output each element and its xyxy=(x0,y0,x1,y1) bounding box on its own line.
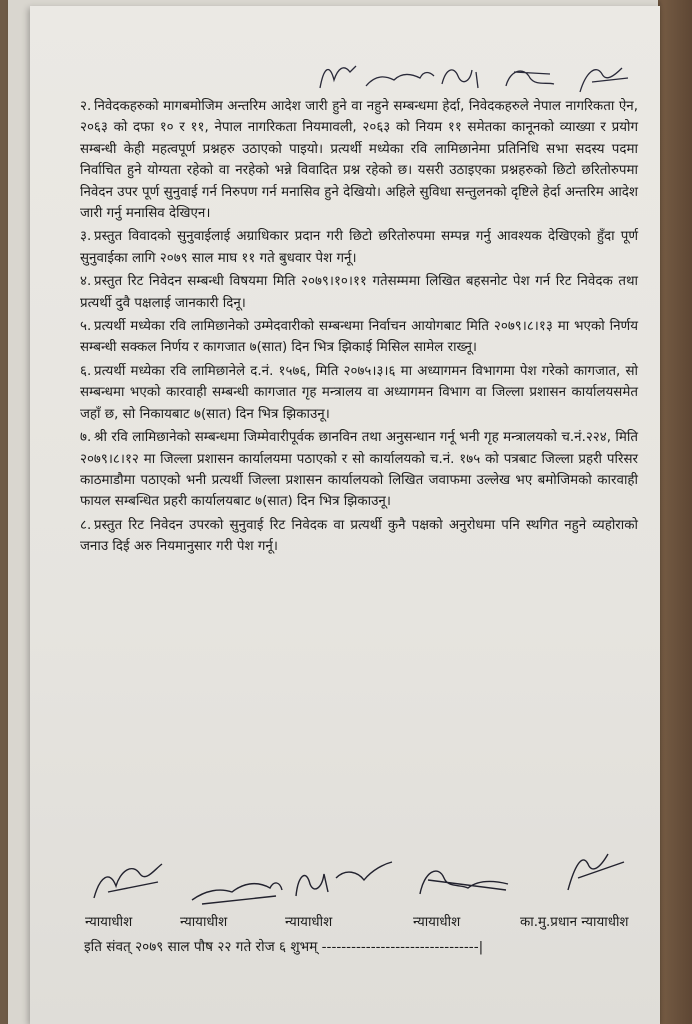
paragraph-number: २. xyxy=(80,99,92,114)
justice-title-3: न्यायाधीश xyxy=(285,915,333,930)
paragraph-number: ८. xyxy=(80,517,92,533)
paragraph-number: ६. xyxy=(80,363,92,379)
paragraph-number: ३. xyxy=(80,229,92,245)
order-paragraph-4 xyxy=(80,271,638,314)
closing-line: इति संवत् २०७९ साल पौष २२ गते रोज ६ शुभम् --------------------------------| xyxy=(84,939,484,955)
paragraph-text: प्रस्तुत रिट निवेदन उपरको सुनुवाई रिट निवेदक वा प्रत्यर्थी कुनै पक्षको अनुरोधमा पनि स्थगित नहुने व्यहोराको जनाउ दिई अरु नियमानुसार गरी पेश गर्नू। xyxy=(80,517,638,555)
paragraph-number: ४. xyxy=(80,274,92,290)
order-body xyxy=(80,96,638,558)
order-paragraph-8 xyxy=(80,515,638,558)
justice-signature-3 xyxy=(288,848,398,904)
paragraph-text: प्रस्तुत रिट निवेदन सम्बन्धी विषयमा मिति २०७९।१०।११ गतेसम्ममा लिखित बहसनोट पेश गर्न रिट निवेदक तथा प्रत्यर्थी दुवै पक्षलाई जानकारी दिनू। xyxy=(80,274,638,311)
justice-signature-1 xyxy=(88,852,178,908)
order-paragraph-3 xyxy=(80,226,638,269)
paragraph-number: ५. xyxy=(80,319,92,335)
signature-titles xyxy=(85,912,660,934)
justice-signature-4 xyxy=(410,850,520,904)
justice-title-4: न्यायाधीश xyxy=(413,915,461,930)
chief-justice-signature xyxy=(560,838,630,898)
paragraph-number: ७. xyxy=(80,430,92,446)
order-paragraph-7 xyxy=(80,427,638,513)
justice-title-2: न्यायाधीश xyxy=(180,915,228,930)
paragraph-text: प्रस्तुत विवादको सुनुवाईलाई अग्राधिकार प्रदान गरी छिटो छरितोरुपमा सम्पन्न गर्नु आवश्यक देखिएको हुँदा पूर्ण सुनुवाईका लागि २०७९ साल माघ ११ गते बुधवार पेश गर्नू। xyxy=(80,229,638,266)
order-paragraph-2 xyxy=(80,96,638,224)
order-paragraph-6 xyxy=(80,361,638,425)
justice-title-1: न्यायाधीश xyxy=(85,915,133,930)
paragraph-text: प्रत्यर्थी मध्येका रवि लामिछानेको उम्मेदवारीको सम्बन्धमा निर्वाचन आयोगबाट मिति २०७९।८।१३ मा भएको निर्णय सम्बन्धी सक्कल निर्णय र कागजात ७(सात) दिन भित्र झिकाई मिसिल सामेल राख्नू। xyxy=(80,319,638,356)
order-paragraph-5 xyxy=(80,316,638,359)
paragraph-text: निवेदकहरुको मागबमोजिम अन्तरिम आदेश जारी हुने वा नहुने सम्बन्धमा हेर्दा, निवेदकहरुले नेपाल नागरिकता ऐन, २०६३ को दफा १० र ११, नेपाल नागरिकता नियमावली, २०६३ को नियम ११ समेतका कानूनको व्याख्या र प्रयोग सम्बन्धी केही महत्वपूर्ण प्रश्नहरु उठाएको पाइयो। प्रत्यर्थी मध्येका रवि लामिछानेमा प्रतिनिधि सभा सदस्य पदमा निर्वाचित हुने योग्यता रहेको वा नरहेको भन्ने विवादित प्रश्न रहेको छ। यसरी उठाइएका प्रश्नहरुको छिटो छरितोरुपमा निवेदन उपर पूर्ण सुनुवाई गर्न निरुपण गर्न मनासिव हुने देखियो। अहिले सुविधा सन्तुलनको दृष्टिले हेर्दा अन्तरिम आदेश जारी गर्नु मनासिव देखिएन। xyxy=(80,99,638,222)
paragraph-text: श्री रवि लामिछानेको सम्बन्धमा जिम्मेवारीपूर्वक छानविन तथा अनुसन्धान गर्नू भनी गृह मन्त्रालयको च.नं.२२४, मिति २०७९।८।१२ मा जिल्ला प्रशासन कार्यालयमा पठाएको र सो कार्यालयको च.नं. १७५ को पत्रबाट जिल्ला प्रहरी परिसर काठमाडौमा पठाएको भनी प्रत्यर्थी जिल्ला प्रशासन कार्यालयको लिखित जवाफमा उल्लेख भए बमोजिमको कारवाही फायल सम्बन्धित प्रहरी कार्यालयबाट ७(सात) दिन भित्र झिकाउनू। xyxy=(80,430,638,510)
chief-justice-title: का.मु.प्रधान न्यायाधीश xyxy=(520,915,629,930)
justice-signature-2 xyxy=(186,860,286,910)
paragraph-text: प्रत्यर्थी मध्येका रवि लामिछानेले द.नं. १५७६, मिति २०७५।३।६ मा अध्यागमन विभागमा पेश गरेको कागजात, सो सम्बन्धमा भएको कारवाही सम्बन्धी कागजात गृह मन्त्रालय वा अध्यागमन विभाग वा जिल्ला प्रशासन कार्यालयसमेत जहाँ छ, सो निकायबाट ७(सात) दिन भित्र झिकाउनू। xyxy=(80,363,638,422)
signatures-row xyxy=(60,848,620,908)
